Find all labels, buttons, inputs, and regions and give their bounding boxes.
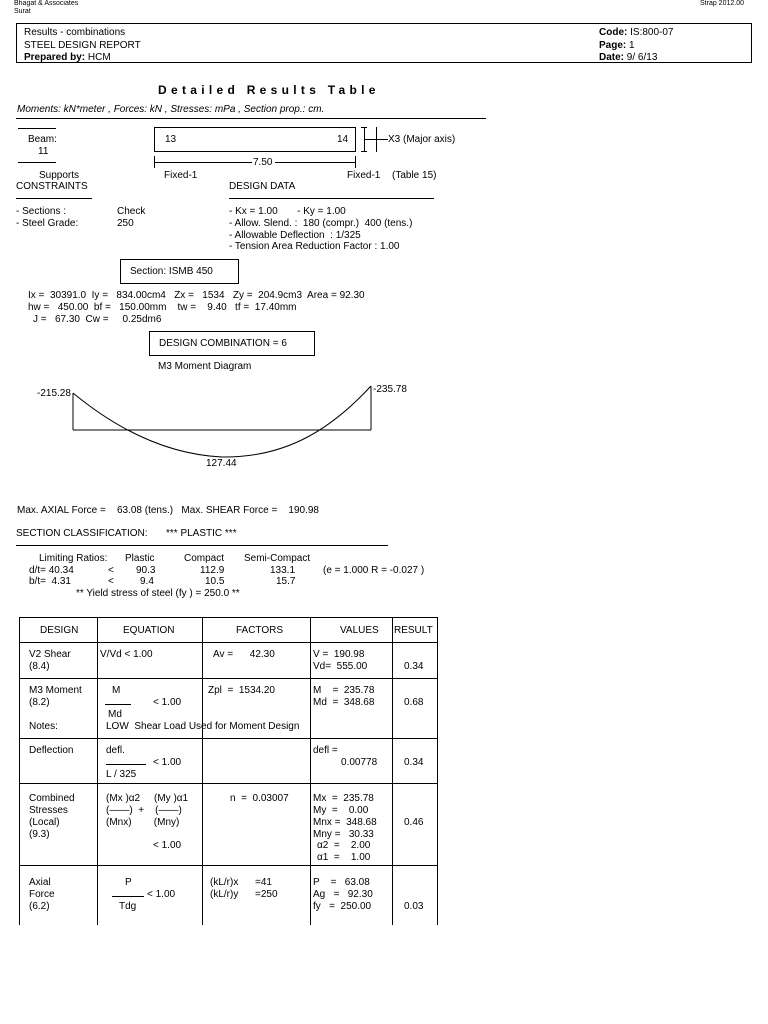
design-data-line: - Kx = 1.00 - Ky = 1.00 [229, 206, 346, 217]
grade-label: - Steel Grade: [16, 218, 79, 229]
axial-design: Axial [29, 877, 51, 888]
shear-value: V = 190.98 [313, 649, 365, 660]
combined-design: (Local) [29, 817, 60, 828]
bt-plastic: 9.4 [140, 576, 154, 587]
axial-clause: (6.2) [29, 901, 50, 912]
moment-right-value: -235.78 [373, 384, 407, 395]
combined-design: Combined [29, 793, 75, 804]
report-type: Results - combinations [24, 27, 126, 38]
bt-ratio: b/t= 4.31 [29, 576, 71, 587]
fraction-bar [112, 896, 144, 897]
results-table [19, 617, 438, 925]
shear-design: V2 Shear [29, 649, 71, 660]
header-result: RESULT [394, 625, 433, 636]
node-start: 13 [165, 134, 177, 145]
moment-eq-cmp: < 1.00 [153, 697, 182, 708]
row-divider [20, 678, 438, 679]
header-equation: EQUATION [123, 625, 175, 636]
moment-mid-value: 127.44 [206, 458, 237, 469]
sections-label: - Sections : [16, 206, 67, 217]
combined-result: 0.46 [404, 817, 424, 828]
notes-label: Notes: [29, 721, 58, 732]
col-divider [97, 618, 98, 925]
moment-eq-den: Md [108, 709, 122, 720]
page-value: 1 [629, 40, 635, 51]
combined-value: Mny = 30.33 [313, 829, 374, 840]
deflection-eq-cmp: < 1.00 [153, 757, 182, 768]
combined-factors: n = 0.03007 [230, 793, 289, 804]
yield-stress: ** Yield stress of steel (fy ) = 250.0 ** [76, 588, 240, 599]
beam-number: 11 [38, 146, 49, 157]
software-version: Strap 2012.00 [700, 0, 744, 7]
bt-semi: 15.7 [276, 576, 296, 587]
date-label: Date: [599, 52, 625, 63]
shear-factors: Av = 42.30 [213, 649, 275, 660]
dt-compact: 112.9 [200, 565, 225, 576]
moment-clause: (8.2) [29, 697, 50, 708]
combined-value: Mnx = 348.68 [313, 817, 377, 828]
company-city: Surat [14, 8, 31, 15]
page-title: Detailed Results Table [158, 83, 380, 97]
fraction-bar [106, 764, 146, 765]
combined-eq-line: (Mx )α2 (My )α1 [106, 793, 189, 804]
row-divider [20, 738, 438, 739]
moment-result: 0.68 [404, 697, 424, 708]
combined-value: α1 = 1.00 [317, 852, 371, 863]
col-divider [392, 618, 393, 925]
dt-note: (e = 1.000 R = -0.027 ) [323, 565, 425, 576]
classification-label: SECTION CLASSIFICATION: [16, 528, 148, 539]
supports-label: Supports [39, 170, 80, 181]
combined-value: α2 = 2.00 [317, 840, 371, 851]
beam-label: Beam: [28, 134, 57, 145]
design-data-line: - Allow. Slend. : 180 (compr.) 400 (tens.) [229, 218, 413, 229]
dt-op: < [108, 565, 114, 576]
axial-eq-cmp: < 1.00 [147, 889, 176, 900]
combined-value: My = 0.00 [313, 805, 369, 816]
col-divider [310, 618, 311, 925]
sections-value: Check [117, 206, 146, 217]
dt-semi: 133.1 [270, 565, 296, 576]
beam-length: 7.50 [253, 157, 273, 168]
bt-compact: 10.5 [205, 576, 225, 587]
combined-value: Mx = 235.78 [313, 793, 374, 804]
section-props-line: Ix = 30391.0 Iy = 834.00cm4 Zx = 1534 Zy = 204.9cm3 Area = 92.30 [28, 290, 365, 301]
classification-underline [16, 545, 388, 546]
row-divider [20, 642, 438, 643]
moment-left-value: -215.28 [37, 388, 71, 399]
axial-eq-num: P [125, 877, 132, 888]
shear-clause: (8.4) [29, 661, 50, 672]
ratios-header-semi: Semi-Compact [244, 553, 311, 564]
axial-value: fy = 250.00 [313, 901, 372, 912]
deflection-design: Deflection [29, 745, 74, 756]
axis-label: X3 (Major axis) [388, 134, 456, 145]
deflection-value-label: defl = [313, 745, 338, 756]
fraction-bar [105, 704, 131, 705]
moment-curve [73, 386, 371, 457]
moment-value: M = 235.78 [313, 685, 375, 696]
node-end: 14 [337, 134, 349, 145]
axial-factor: (kL/r)y =250 [210, 889, 278, 900]
code-label: Code: [599, 27, 628, 38]
units-line: Moments: kN*meter , Forces: kN , Stresses: mPa , Section prop.: cm. [17, 104, 325, 115]
row-divider [20, 865, 438, 866]
bt-op: < [108, 576, 114, 587]
ratios-header-compact: Compact [184, 553, 225, 564]
deflection-value: 0.00778 [341, 757, 378, 768]
combined-design: Stresses [29, 805, 68, 816]
shear-equation: V/Vd < 1.00 [100, 649, 153, 660]
table-reference: (Table 15) [392, 170, 437, 181]
max-forces: Max. AXIAL Force = 63.08 (tens.) Max. SHEAR Force = 190.98 [17, 505, 319, 516]
deflection-eq-num: defl. [106, 745, 125, 756]
code-value: IS:800-07 [630, 27, 674, 38]
date-value: 9/ 6/13 [626, 52, 658, 63]
section-name: Section: ISMB 450 [130, 266, 213, 277]
notes-text: LOW Shear Load Used for Moment Design [106, 721, 300, 732]
combination-label: DESIGN COMBINATION = 6 [159, 338, 287, 349]
axial-value: Ag = 92.30 [313, 889, 373, 900]
axial-factor: (kL/r)x =41 [210, 877, 272, 888]
deflection-eq-den: L / 325 [106, 769, 137, 780]
header-factors: FACTORS [236, 625, 284, 636]
design-data-line: - Allowable Deflection : 1/325 [229, 230, 361, 241]
design-data-line: - Tension Area Reduction Factor : 1.00 [229, 241, 400, 252]
combined-eq-cmp: < 1.00 [153, 840, 182, 851]
header-design: DESIGN [40, 625, 79, 636]
row-divider [20, 783, 438, 784]
col-divider [202, 618, 203, 925]
company-name: Bhagat & Associates [14, 0, 79, 7]
combined-eq-line: (Mnx) (Mny) [106, 817, 180, 828]
axial-design: Force [29, 889, 55, 900]
design-data-heading: DESIGN DATA [229, 181, 296, 192]
moment-value: Md = 348.68 [313, 697, 375, 708]
support-end: Fixed-1 [347, 170, 381, 181]
axial-value: P = 63.08 [313, 877, 370, 888]
moment-factors: Zpl = 1534.20 [208, 685, 275, 696]
combined-clause: (9.3) [29, 829, 50, 840]
support-start: Fixed-1 [164, 170, 198, 181]
moment-design: M3 Moment [29, 685, 82, 696]
ratios-header-plastic: Plastic [125, 553, 155, 564]
page-label: Page: [599, 40, 627, 51]
moment-eq-num: M [112, 685, 121, 696]
shear-result: 0.34 [404, 661, 424, 672]
moment-diagram-title: M3 Moment Diagram [158, 361, 252, 372]
shear-value: Vd= 555.00 [313, 661, 368, 672]
axial-result: 0.03 [404, 901, 424, 912]
ratios-header-label: Limiting Ratios: [39, 553, 108, 564]
report-title: STEEL DESIGN REPORT [24, 40, 141, 51]
section-props-line: hw = 450.00 bf = 150.00mm tw = 9.40 tf = 17.40mm [28, 302, 297, 313]
axial-eq-den: Tdg [119, 901, 137, 912]
deflection-result: 0.34 [404, 757, 424, 768]
combined-eq-line: (——) + (——) [106, 805, 182, 816]
header-values: VALUES [340, 625, 379, 636]
section-props-line: J = 67.30 Cw = 0.25dm6 [33, 314, 162, 325]
prepared-by-label: Prepared by: [24, 52, 86, 63]
dt-ratio: d/t= 40.34 [29, 565, 74, 576]
classification-value: *** PLASTIC *** [166, 528, 237, 539]
constraints-heading: CONSTRAINTS [16, 181, 88, 192]
grade-value: 250 [117, 218, 134, 229]
dt-plastic: 90.3 [136, 565, 156, 576]
prepared-by-value: HCM [87, 52, 111, 63]
